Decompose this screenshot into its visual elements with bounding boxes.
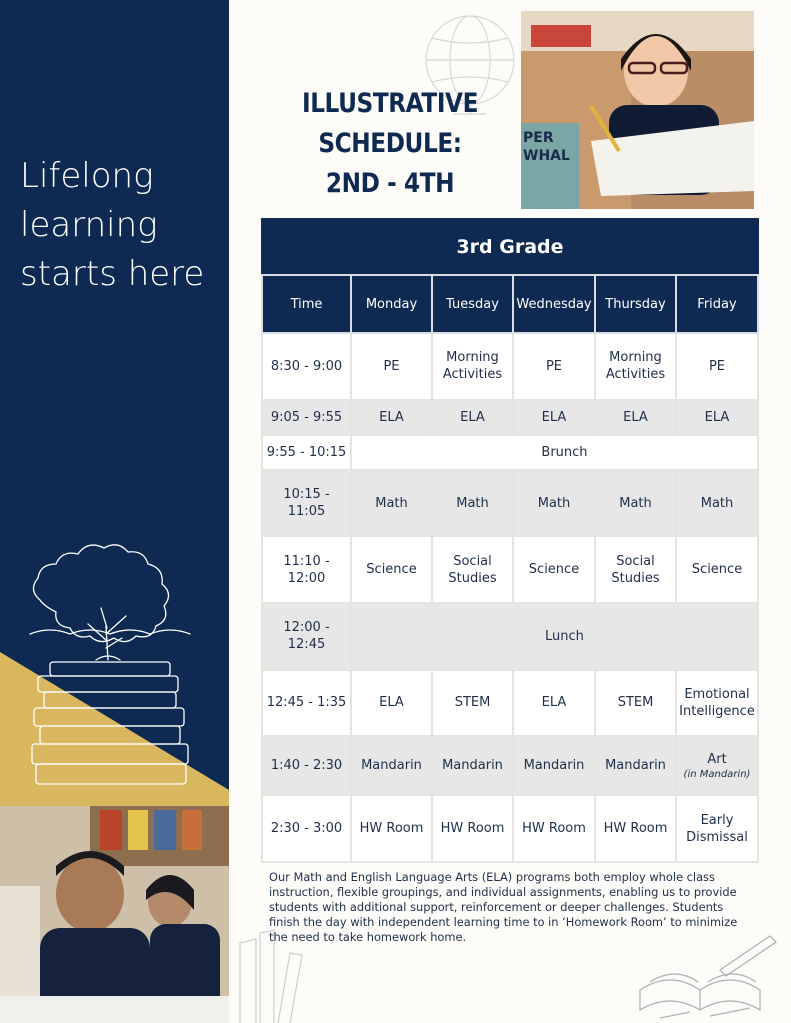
table-cell: ELA [513, 400, 595, 435]
grade-heading: 3rd Grade [262, 219, 758, 275]
table-cell: Math [595, 470, 676, 537]
page-title [295, 84, 484, 204]
table-cell: ELA [351, 400, 432, 435]
time-cell: 9:55 - 10:15 [262, 435, 351, 470]
time-cell: 10:15 - 11:05 [262, 470, 351, 537]
tree-on-books-icon [0, 530, 229, 790]
girl-reading-photo [521, 11, 754, 209]
table-cell: HW Room [595, 795, 676, 862]
table-cell: Science [513, 536, 595, 603]
table-cell: STEM [595, 670, 676, 737]
table-cell: Mandarin [432, 736, 513, 795]
table-cell: HW Room [513, 795, 595, 862]
program-note: Our Math and English Language Arts (ELA) programs both employ whole class instruction, flexible groupings, and individual assignments, enabling us to provide students with additional support, reinforcement or deeper challenges. Students finish the day with independent learning time to in ‘Homework Room’ to minimize the need to take homework home. [269, 870, 738, 944]
table-cell: Math [513, 470, 595, 537]
time-cell: 8:30 - 9:00 [262, 333, 351, 400]
table-cell: Science [676, 536, 758, 603]
brunch-label: Brunch [541, 444, 588, 460]
books-sketch-icon [230, 900, 310, 1023]
column-header: Wednesday [513, 275, 595, 333]
table-row [262, 736, 758, 795]
column-header: Friday [676, 275, 758, 333]
table-cell: STEM [432, 670, 513, 737]
table-cell: Mandarin [595, 736, 676, 795]
title-line-1: ILLUSTRATIVE [301, 88, 479, 119]
spanning-cell [351, 603, 758, 670]
classroom-kids-photo [0, 806, 229, 1023]
open-book-sketch-icon [630, 930, 780, 1023]
table-cell: Morning Activities [595, 333, 676, 400]
table-row [262, 470, 758, 537]
table-cell: Morning Activities [432, 333, 513, 400]
table-cell: ELA [595, 400, 676, 435]
table-cell: Math [351, 470, 432, 537]
column-header-row [262, 275, 758, 333]
table-cell: Social Studies [432, 536, 513, 603]
table-cell: ELA [676, 400, 758, 435]
table-row [262, 536, 758, 603]
title-line-3: 2ND - 4TH [325, 168, 455, 199]
table-cell: HW Room [351, 795, 432, 862]
time-cell: 9:05 - 9:55 [262, 400, 351, 435]
time-cell: 1:40 - 2:30 [262, 736, 351, 795]
sidebar-panel [0, 0, 229, 806]
table-cell: Mandarin [351, 736, 432, 795]
table-cell: ELA [432, 400, 513, 435]
lunch-label: Lunch [545, 628, 584, 644]
table-row [262, 603, 758, 670]
table-cell: Mandarin [513, 736, 595, 795]
column-header: Monday [351, 275, 432, 333]
table-cell: PE [351, 333, 432, 400]
time-cell: 12:45 - 1:35 [262, 670, 351, 737]
table-row [262, 435, 758, 470]
table-cell: PE [513, 333, 595, 400]
table-row [262, 670, 758, 737]
table-row [262, 400, 758, 435]
column-header: Time [262, 275, 351, 333]
schedule-table [261, 218, 759, 863]
table-cell: Math [432, 470, 513, 537]
column-header: Thursday [595, 275, 676, 333]
spanning-cell [351, 435, 758, 470]
table-cell: Early Dismissal [676, 795, 758, 862]
time-cell: 2:30 - 3:00 [262, 795, 351, 862]
table-cell: PE [676, 333, 758, 400]
art-note: (in Mandarin) [683, 768, 751, 780]
time-cell: 12:00 - 12:45 [262, 603, 351, 670]
table-cell: Science [351, 536, 432, 603]
table-cell: ELA [351, 670, 432, 737]
time-cell: 11:10 - 12:00 [262, 536, 351, 603]
table-cell: Social Studies [595, 536, 676, 603]
table-cell: Emotional Intelligence [676, 670, 758, 737]
tagline: Lifelong learning starts here [20, 156, 205, 294]
book-cover-text: PER WHAL [523, 130, 570, 164]
table-cell: ELA [513, 670, 595, 737]
table-row [262, 333, 758, 400]
column-header: Tuesday [432, 275, 513, 333]
table-cell [676, 736, 758, 795]
art-label: Art [707, 751, 727, 767]
table-row [262, 795, 758, 862]
table-cell: Math [676, 470, 758, 537]
title-line-2: SCHEDULE: [318, 128, 462, 159]
table-cell: HW Room [432, 795, 513, 862]
